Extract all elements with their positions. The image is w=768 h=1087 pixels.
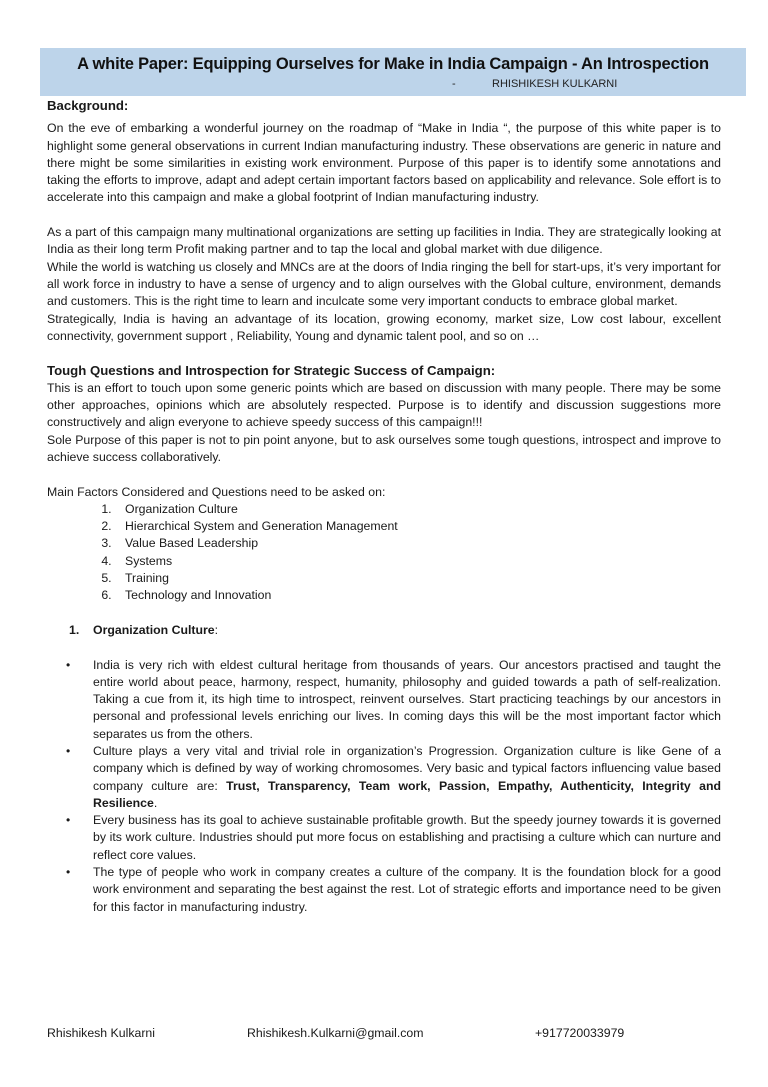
- section-heading-background: Background:: [47, 98, 129, 113]
- bullet-text: Culture plays a very vital and trivial role in organization’s Progression. Organization culture is like Gene of a company which is defined by way of working chromosomes. Very basic and typical factors influencing value based company culture are:: [93, 743, 721, 793]
- factor-item: 5. Training: [115, 570, 721, 587]
- byline-author: RHISHIKESH KULKARNI: [492, 78, 618, 90]
- bullet-item: [47, 743, 721, 812]
- tough-questions-paragraph-2: Sole Purpose of this paper is not to pin point anyone, but to ask ourselves some tough questions, introspect and improve to achieve success collaboratively.: [47, 432, 721, 464]
- bullet-text: India is very rich with eldest cultural heritage from thousands of years. Our ancestors practised and taught the entire world about peace, harmony, respect, humanity, philosophy and guided towards a path of self-realization. Taking a cue from it, its high time to introspect, reinvent ourselves. Start practicing teachings by our ancestors in personal and professional levels enriching our lives. In coming days this will be the most important factor which separates us from the others.: [93, 657, 721, 741]
- main-factors-list: [47, 501, 721, 605]
- author-byline: [452, 78, 617, 90]
- organization-culture-bullets: [47, 657, 721, 916]
- factor-item: 4. Systems: [115, 553, 721, 570]
- bullet-text: The type of people who work in company creates a culture of the company. It is the foundation block for a good work environment and separating the best against the rest. Lot of strategic efforts and importance need to be given for this factor in manufacturing industry.: [93, 865, 721, 914]
- bullet-item: [47, 812, 721, 864]
- footer-name: Rhishikesh Kulkarni: [47, 1026, 155, 1040]
- background-paragraph-2: As a part of this campaign many multinational organizations are setting up facilities in India. They are strategically looking at India as their long term Profit making partner and to tap the local and global market with due diligence.: [47, 225, 721, 257]
- factor-item: 3. Value Based Leadership: [115, 535, 721, 552]
- document-body: [47, 97, 721, 916]
- bullet-icon: •: [66, 865, 71, 880]
- document-title: A white Paper: Equipping Ourselves for Make in India Campaign - An Introspection: [77, 55, 709, 73]
- tough-questions-paragraph-1: This is an effort to touch upon some generic points which are based on discussion with many people. There may be some other approaches, opinions which are absolutely respected. Purpose is to identify and discussion suggestions more constructively and align everyone to achieve speedy success of this campaign!!!: [47, 380, 721, 430]
- background-paragraph-1: On the eve of embarking a wonderful journey on the roadmap of “Make in India “, the purpose of this white paper is to highlight some general observations in current Indian manufacturing industry. These observations are generic in nature and there might be some similarities in existing work environment. Purpose of this paper is to identify some annotations and taking the efforts to improve, adapt and adept certain important factors based on applicability and relevance. Sole effort is to accelerate into this campaign and make a global footprint of Indian manufacturing industry.: [47, 121, 721, 205]
- footer-phone: +917720033979: [535, 1026, 625, 1040]
- section-heading-tough-questions: Tough Questions and Introspection for Strategic Success of Campaign:: [47, 363, 496, 379]
- bullet-icon: •: [66, 743, 71, 758]
- byline-dash: -: [452, 78, 456, 90]
- factor-item: 6. Technology and Innovation: [115, 587, 721, 604]
- bullet-icon: •: [66, 813, 71, 828]
- bullet-text: Every business has its goal to achieve sustainable profitable growth. But the speedy journey towards it is governed by its work culture. Industries should put more focus on establishing and practising a culture which can nurture and reflect core values.: [93, 813, 721, 862]
- section-colon: :: [214, 622, 219, 637]
- section-heading-organization-culture: [47, 622, 721, 639]
- title-banner: [40, 48, 746, 96]
- background-paragraph-3: While the world is watching us closely and MNCs are at the doors of India ringing the bell for start-ups, it’s very important for all work force in industry to have a sense of urgency and to align ourselves with the Global culture, environment, demands and customers. This is the right time to learn and inculcate some very important conducts to embrace global market.: [47, 259, 721, 309]
- main-factors-intro: Main Factors Considered and Questions need to be asked on:: [47, 484, 386, 499]
- background-paragraph-4: Strategically, India is having an advantage of its location, growing economy, market size, Low cost labour, excellent connectivity, government support , Reliability, Young and dynamic talent pool, and so on …: [47, 311, 721, 343]
- footer-email[interactable]: Rhishikesh.Kulkarni@gmail.com: [247, 1026, 424, 1040]
- bullet-item: [47, 657, 721, 743]
- factor-item: 1. Organization Culture: [115, 501, 721, 518]
- bullet-bold-values: Trust, Transparency, Team work, Passion, Empathy, Authenticity, Integrity and Resilience: [93, 778, 721, 810]
- section-title: Organization Culture: [93, 622, 215, 637]
- bullet-tail: .: [153, 795, 158, 810]
- bullet-item: [47, 864, 721, 916]
- bullet-icon: •: [66, 657, 71, 672]
- section-number: 1.: [69, 622, 80, 637]
- factor-item: 2. Hierarchical System and Generation Management: [115, 518, 721, 535]
